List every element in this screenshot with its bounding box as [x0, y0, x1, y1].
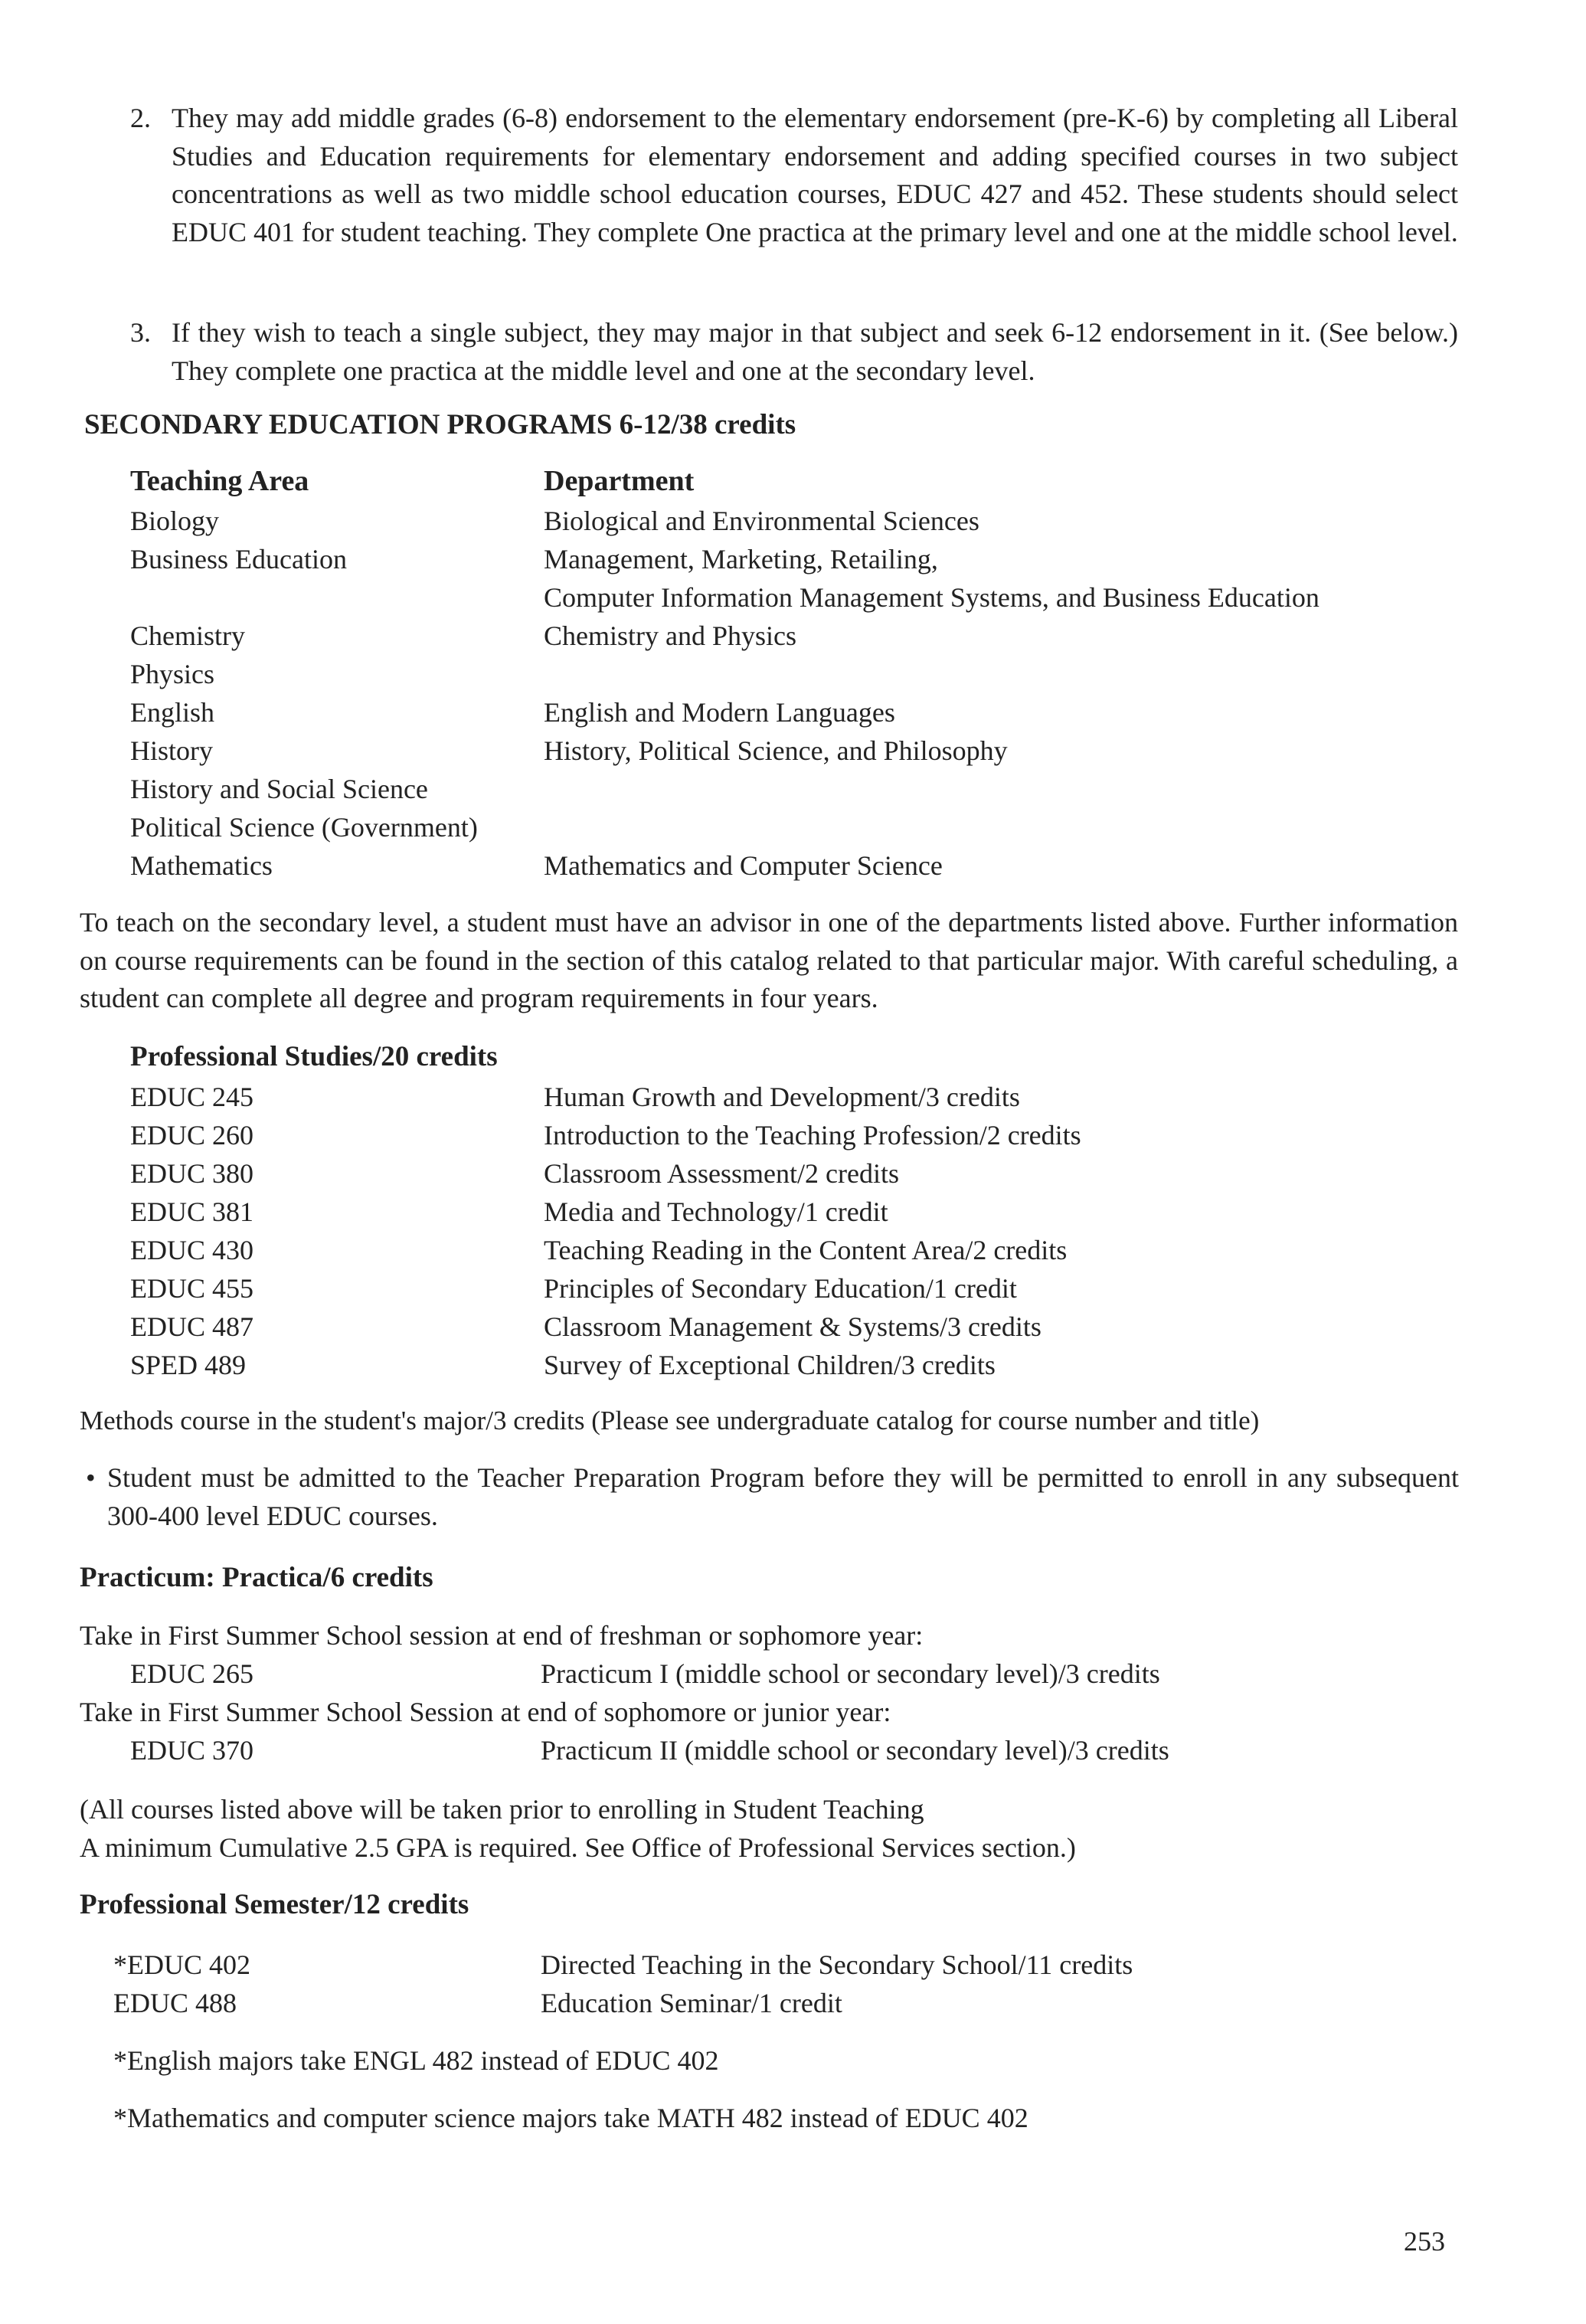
- teaching-area-cell: Mathematics: [130, 850, 273, 881]
- advisor-paragraph: To teach on the secondary level, a student must have an advisor in one of the departments listed above. Further information on course requirements can be found in the section of this catalog related to that particular major. With careful scheduling, a student can complete all degree and program requirements in four years.: [80, 907, 1458, 1013]
- department-cell: Chemistry and Physics: [544, 620, 796, 651]
- list-item-3-text: If they wish to teach a single subject, they may major in that subject and seek 6-12 endorsement in it. (See below.) They complete one practica at the middle level and one at the secondary level.: [172, 317, 1458, 386]
- secondary-programs-heading: SECONDARY EDUCATION PROGRAMS 6-12/38 credits: [84, 409, 796, 440]
- course-title: Classroom Management & Systems/3 credits: [544, 1311, 1042, 1342]
- practicum-heading: Practicum: Practica/6 credits: [80, 1562, 433, 1593]
- course-title: Practicum I (middle school or secondary level)/3 credits: [541, 1658, 1160, 1689]
- course-code: SPED 489: [130, 1350, 247, 1380]
- page-number: 253: [1404, 2226, 1445, 2257]
- course-title: Human Growth and Development/3 credits: [544, 1082, 1020, 1112]
- course-title: Classroom Assessment/2 credits: [544, 1158, 899, 1189]
- practicum-intro-2: Take in First Summer School Session at end of sophomore or junior year:: [80, 1697, 891, 1727]
- practicum-intro-1: Take in First Summer School session at end of freshman or sophomore year:: [80, 1620, 924, 1651]
- prior-courses-note-line1: (All courses listed above will be taken prior to enrolling in Student Teaching: [80, 1794, 924, 1825]
- teaching-area-cell: Business Education: [130, 544, 347, 574]
- teaching-area-cell: Physics: [130, 659, 215, 689]
- list-item-2-text: They may add middle grades (6-8) endorsement to the elementary endorsement (pre-K-6) by completing all Liberal Studies and Education requirements for elementary endorsement and adding specified courses in two subject concentrations as well as two middle school education courses, EDUC 427 and 452. These students should select EDUC 401 for student teaching. They complete One practica at the primary level and one at the middle school level.: [172, 103, 1458, 247]
- prior-courses-note-line2: A minimum Cumulative 2.5 GPA is required. See Office of Professional Services section.): [80, 1832, 1076, 1863]
- list-number-3: 3.: [130, 317, 151, 348]
- course-code: EDUC 370: [130, 1735, 253, 1766]
- course-title: Teaching Reading in the Content Area/2 credits: [544, 1235, 1068, 1265]
- course-code: EDUC 265: [130, 1658, 253, 1689]
- teaching-area-cell: History: [130, 735, 213, 766]
- course-code: *EDUC 402: [113, 1949, 250, 1980]
- list-number-2: 2.: [130, 103, 151, 133]
- course-code: EDUC 487: [130, 1311, 253, 1342]
- teaching-area-cell: Biology: [130, 506, 220, 536]
- department-cell: Mathematics and Computer Science: [544, 850, 943, 881]
- course-code: EDUC 488: [113, 1988, 237, 2018]
- course-title: Introduction to the Teaching Profession/2 credits: [544, 1120, 1081, 1151]
- bullet-symbol: •: [86, 1462, 96, 1493]
- methods-course-note: Methods course in the student's major/3 credits (Please see undergraduate catalog for course number and title): [80, 1406, 1260, 1435]
- math-majors-note: *Mathematics and computer science majors take MATH 482 instead of EDUC 402: [113, 2103, 1028, 2133]
- department-cell: English and Modern Languages: [544, 697, 895, 728]
- course-title: Practicum II (middle school or secondary level)/3 credits: [541, 1735, 1169, 1766]
- teaching-area-cell: Chemistry: [130, 620, 245, 651]
- teaching-area-cell: Political Science (Government): [130, 812, 478, 843]
- course-code: EDUC 430: [130, 1235, 253, 1265]
- course-code: EDUC 455: [130, 1273, 253, 1304]
- department-cell: Management, Marketing, Retailing,: [544, 544, 938, 574]
- course-title: Education Seminar/1 credit: [541, 1988, 842, 2018]
- course-code: EDUC 380: [130, 1158, 253, 1189]
- course-code: EDUC 245: [130, 1082, 253, 1112]
- department-header: Department: [544, 465, 695, 497]
- department-cell: History, Political Science, and Philosophy: [544, 735, 1008, 766]
- course-title: Media and Technology/1 credit: [544, 1196, 888, 1227]
- department-cell: Biological and Environmental Sciences: [544, 506, 979, 536]
- teaching-area-header: Teaching Area: [130, 465, 309, 497]
- course-title: Directed Teaching in the Secondary School/11 credits: [541, 1949, 1133, 1980]
- teaching-area-cell: History and Social Science: [130, 774, 428, 804]
- course-code: EDUC 260: [130, 1120, 253, 1151]
- course-title: Principles of Secondary Education/1 credit: [544, 1273, 1017, 1304]
- course-title: Survey of Exceptional Children/3 credits: [544, 1350, 996, 1380]
- course-code: EDUC 381: [130, 1196, 253, 1227]
- admission-bullet-text: Student must be admitted to the Teacher Preparation Program before they will be permitted to enroll in any subsequent 300-400 level EDUC courses.: [107, 1462, 1459, 1531]
- english-majors-note: *English majors take ENGL 482 instead of EDUC 402: [113, 2045, 719, 2076]
- teaching-area-cell: English: [130, 697, 215, 728]
- professional-studies-heading: Professional Studies/20 credits: [130, 1041, 498, 1072]
- department-cell: Computer Information Management Systems, and Business Education: [544, 582, 1319, 613]
- professional-semester-heading: Professional Semester/12 credits: [80, 1889, 469, 1920]
